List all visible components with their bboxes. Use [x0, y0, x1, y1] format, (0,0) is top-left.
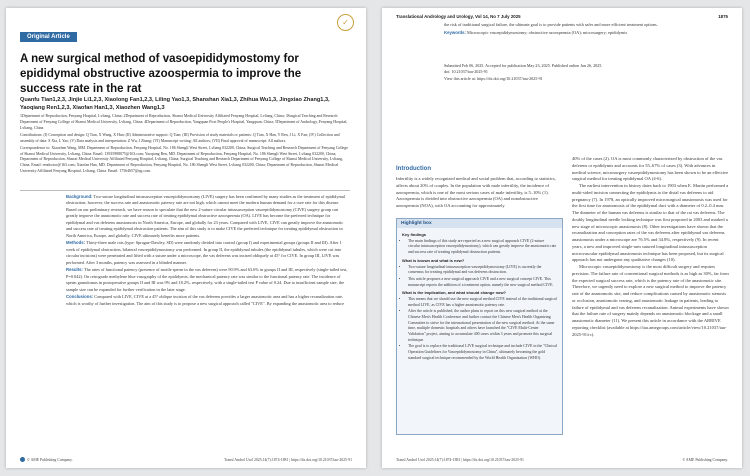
correspondence: Correspondence to: Xiaozhen Wang, MM. Department of Reproduction, Fenyang Hospital, No. 186 Shengli West Street, Lvliang 032200, China; Surgical Teaching and Research Department of Fenyang College of Shanxi Medical University, Lvliang, China. Email: 13935988075@163.com; Yaoqiang Ren, MD. Department of Reproduction, Fenyang Hospital, No. 186 Shengli West Street, Lvliang 032200, China; Department of Reproduction, Shanxi Medical University Affiliated Fenyang Hospital, Lvliang, China; Surgical Teaching and Research Department of Fenyang College of Shanxi Medical University, Lvliang, China. Email: rendoctor@163.com; Xiaofan Han, MD. Department of Reproduction, Fenyang Hospital, No. 186 Shengli West Street, Lvliang 032200, China; Department of Reproduction, Shanxi Medical University Affiliated Fenyang Hospital, Lvliang, China. Email: 17564657@qq.com. [20, 145, 348, 174]
right-footer [396, 458, 728, 462]
abstract-results [66, 267, 350, 293]
abstract-results-label: Results: [66, 267, 83, 273]
hl-section-heading: Key findings [402, 232, 427, 237]
copyright-text: © AME Publishing Company. [682, 458, 728, 462]
hl-item: • This article proposes a new surgical approach CIVE and a new surgical concept CIVE. This manuscript reports the addition of a treatment option, namely the new surgical method CIVE. [408, 277, 557, 288]
abstract-methods-text: Thirty-three male rats (type: Sprague-Dawley, SD) were randomly divided into control (group I) and experimental groups (groups II and III). After 1 week of epididymal obstruction, bilateral vasoepididymostomy was performed. In group II, the epididymal tubules (the epididymal tubules, which were cut into circular incisions) were penetrated and lifted with a suture under a microscope, the vas deferens was incised obliquely at 45° for CIVE. In group III, LIVE was performed. After 3 months, patency was assessed in a blinded manner. [66, 240, 342, 265]
submission-dates: Submitted Feb 06, 2025. Accepted for publication May 23, 2025. Published online Jun 26, 2025. [444, 63, 603, 68]
highlight-box [396, 218, 563, 435]
hl-item: • The goal is to replace the traditional LIVE surgical technique and include CIVE in the "Clinical Operation Guidelines for Vasoepididymostomy in China", ultimately becoming the gold standard surgical technique recommended by the World Health Organization (WHO). [408, 344, 557, 361]
journal-title: Translational Andrology and Urology, Vol 14, No 7 July 2025 [396, 14, 521, 19]
hl-section-heading: What is known and what is new? [402, 257, 465, 263]
affiliation-list: 1Department of Reproduction, Fenyang Hospital, Lvliang, China; 2Department of Reproduction, Shanxi Medical University Affiliated Fenyang Hospital, Lvliang, China; 3Surgical Teaching and Research Department of Fenyang College of Shanxi Medical University, Lvliang, China; 4Department of Reproduction, Yangquan First People's Hospital, Yangquan, China; 5Department of Andrology, Fenyang Hospital, Lvliang, China [20, 114, 348, 130]
left-page [6, 8, 366, 468]
hl-item: • This means that we should use the new surgical method CIVE instead of the traditional surgical method LIVE, as CIVE has a higher anastomotic patency rate. [408, 297, 557, 308]
article-meta [444, 63, 726, 82]
right-column-text [572, 156, 730, 338]
hl-item: • The main findings of this study are reported as a new surgical approach CIVE (2-suture circular intussusception vasoepididymostomy), which can greatly improve the anastomotic rate and success rate of treating epididymal obstruction patients. [408, 239, 557, 256]
keywords-text: Microscopic vasoepididymostomy; obstructive azoospermia (OA); microsurgery; epididymis [467, 30, 628, 36]
check-badge-icon[interactable]: ✓ [337, 14, 354, 31]
left-footer [20, 457, 352, 462]
citation-link[interactable]: Transl Androl Urol 2025;14(7):1874-1881 | https://dx.doi.org/10.21037/tau-2025-91 [224, 457, 352, 462]
keywords [444, 30, 726, 36]
abstract-continued [444, 22, 726, 39]
abstract-background-label: Background: [66, 194, 93, 199]
author-list: Quanfu Tian1,2,3, Jinjie Li1,2,3, Xiaolong Fan1,2,3, Liling Yao1,3, Shanshan Xia1,3, Zhihua Wu1,3, Jingxiao Zhang1,3, Yaoqiang Ren1,2,3, Xiaofan Han1,3, Xiaozhen Wang1,3 [20, 97, 330, 112]
intro-text: Infertility is a widely recognized medical and social problem that, according to statistics, affects about 20% of couples. In the population with male infertility, the incidence of azoospermia, which is one of the most serious cases of male infertility, is 5–10% (1). Azoospermia is divided into obstructive azoospermia (OA) and nonobstructive azoospermia (NOA), with OA accounting for approximately [396, 176, 556, 208]
copyright-text: © AME Publishing Company. [27, 457, 73, 462]
journal-header [396, 14, 728, 19]
paragraph: 40% of the cases (2). OA is most commonly characterized by obstruction of the vas deferens or epididymis and accounts for 55–67% of cases (3). With advances in medical science, microsurgery vasoepididymostomy has been shown to be an effective surgical method for treating epididymal OA (4-6). [572, 156, 729, 182]
view-article-link[interactable]: View this article at: https://dx.doi.org/10.21037/tau-2025-91 [444, 75, 543, 81]
intro-heading: Introduction [396, 166, 431, 172]
highlight-box-title: Highlight box [397, 219, 562, 228]
abstract-methods [66, 240, 350, 266]
affiliations [20, 114, 350, 176]
divider [20, 190, 350, 191]
page-number: 1875 [718, 14, 728, 19]
citation-link[interactable]: Transl Androl Urol 2025;14(7):1874-1881 | https://dx.doi.org/10.21037/tau-2025-91 [396, 458, 524, 462]
abstract-conclusions [66, 294, 350, 307]
keywords-label: Keywords: [444, 30, 466, 36]
contributions: Contributions: (I) Conception and design: Q Tian, X Wang, X Han; (II) Administrative support: Q Tian; (III) Provision of study materials or patients: Q Tian, X Han, Y Ren, J Li, X Fan; (IV) Collection and assembly of data: S Xia, L Yao; (V) Data analysis and interpretation: Z Wu, J Zhang; (VI) Manuscript writing: All authors; (VII) Final approval of manuscript: All authors. [20, 132, 340, 143]
abstract-continued-text: the risk of traditional surgical failure, the ultimate goal is to provide patients with safer and more efficient treatment options. [444, 22, 658, 27]
abstract-conclusions-text: Compared with LIVE, CIVE at a 45° oblique incision of the vas deferens provides a larger anastomotic area and has a higher recanalization rate, which is worthy of further investigation. The aim of this study is to propose a new surgical approach called "CIVE". By expanding the anastomotic area to reduce [66, 294, 345, 306]
doi[interactable]: doi: 10.21037/tau-2025-91 [444, 69, 488, 75]
paragraph: The earliest intervention in history dates back to 1903 when E. Martin performed a multi-sided incision connecting the epididymis to the distal vas deferens to aid pregnancy (7). In 1978, an optically improved microsurgical anastomosis was used for the first time for anastomosis of the epididymal duct with a diameter of 0.2–0.4 mm. The diameter of the human vas deferens is similar to that of the rat vas deferens. The doubly longitudinal needle locking technique was first proposed in 2003 and marked a new stage of microscopic anastomosis (8). Other investigations have shown that the recanalization and conception rates of the vas deferens after epididymal vas deferens anastomosis under a microscope are 76.5% and 34.8%, respectively (9). In recent years, a new and improved single-arm sutured longitudinal intussusception microvascular epididymal anastomosis technique has been proposed, but its surgical approach has not undergone any qualitative changes (10). [572, 183, 729, 263]
paragraph: Microscopic vasoepididymostomy is the most difficult surgery and requires precision. The failure rate of conventional surgical methods is as high as 30%, far from the expected surgical success rate, which is the patency rate of the anastomotic site. Therefore, we urgently need to explore a new surgical method to improve the patency rate of the anastomotic site, and reduce complications caused by anastomotic stenosis or occlusion, anastomotic tearing, and anastomotic leakage in patients, leading to failure of epididymal and vas deferens recanalization. Animal experiments have shown that the failure rate of surgery mainly depends on anastomotic blockage and a small anastomotic diameter (11). We present this article in accordance with the ARRIVE reporting checklist (available at https://tau.amegroups.com/article/view/10.21037/tau-2025-91/rc). [572, 264, 729, 337]
hl-item: • After the article is published, the author plans to report on this new surgical method at the Chinese Men's Health Conference and further contact the Chinese Men's Health Organizing Committee to strive for the international presentation of the new surgical method. At the same time, multiple domestic hospitals and others have launched the "CIVE Multi-Center Validation" project, aiming to accumulate 400 cases within 3 years and promote this surgical technique. [408, 309, 557, 343]
abstract-background-text: Two-suture longitudinal intussusception vasoepididymostomy (LIVE) surgery has been confirmed by many studies as the treatment of epididymal obstruction; however, the success rate and anastomotic patency rate are not high, which cannot meet the modern human demand for a cure rate for this disease. Based on our preliminary research, we have reason to speculate that the new 2-suture circular intussusception vasoepididymostomy (CIVE) surgery group can greatly improve the anastomotic rate and success rate of treating epididymal obstructive azoospermia (OA). LIVE has become the preferred technique for epididymal and vas deferens anastomosis in North America, Europe, and globally for 23 years. Compared with LIVE, CIVE can greatly improve the anastomotic and success rate of treating epididymal obstruction patients. The aim of this study is to make CIVE the preferred technique for treating epididymal obstruction in North America, Europe, and globally. CIVE ultimately benefits more patients. [66, 194, 345, 238]
abstract-conclusions-label: Conclusions: [66, 294, 94, 300]
right-page [382, 8, 742, 468]
abstract-methods-label: Methods: [66, 240, 86, 246]
hl-section-heading: What is the implication, and what should change now? [402, 290, 507, 296]
abstract [66, 194, 350, 308]
article-type-badge: Original Article [20, 32, 77, 42]
hl-item: • Two-suture longitudinal intussusception vasoepididymostomy (LIVE) is currently the consensus for treating epididymal and vas deferens obstruction. [408, 265, 557, 276]
abstract-results-text: The rates of functional patency (presence of motile sperm in the vas deferens) were 90.9% and 63.6% in groups II and III, respectively (single-tailed test, P=0.042). On retrograde methylene blue vasography of the epididymis, the mechanical patency rate was similar to the functional patency rate. The incidence of sperm granulomas in postoperative groups II and III was 9% and 18.2%, respectively, with a single-tailed test P value of 0.24. Due to insufficient sample size, the sample size can be expanded for further verification in the later stage. [66, 267, 348, 292]
ame-logo-icon [20, 457, 25, 462]
abstract-background [66, 194, 350, 239]
article-title: A new surgical method of vasoepididymostomy for epididymal obstructive azoospermia to improve the success rate in the rat [20, 53, 302, 96]
